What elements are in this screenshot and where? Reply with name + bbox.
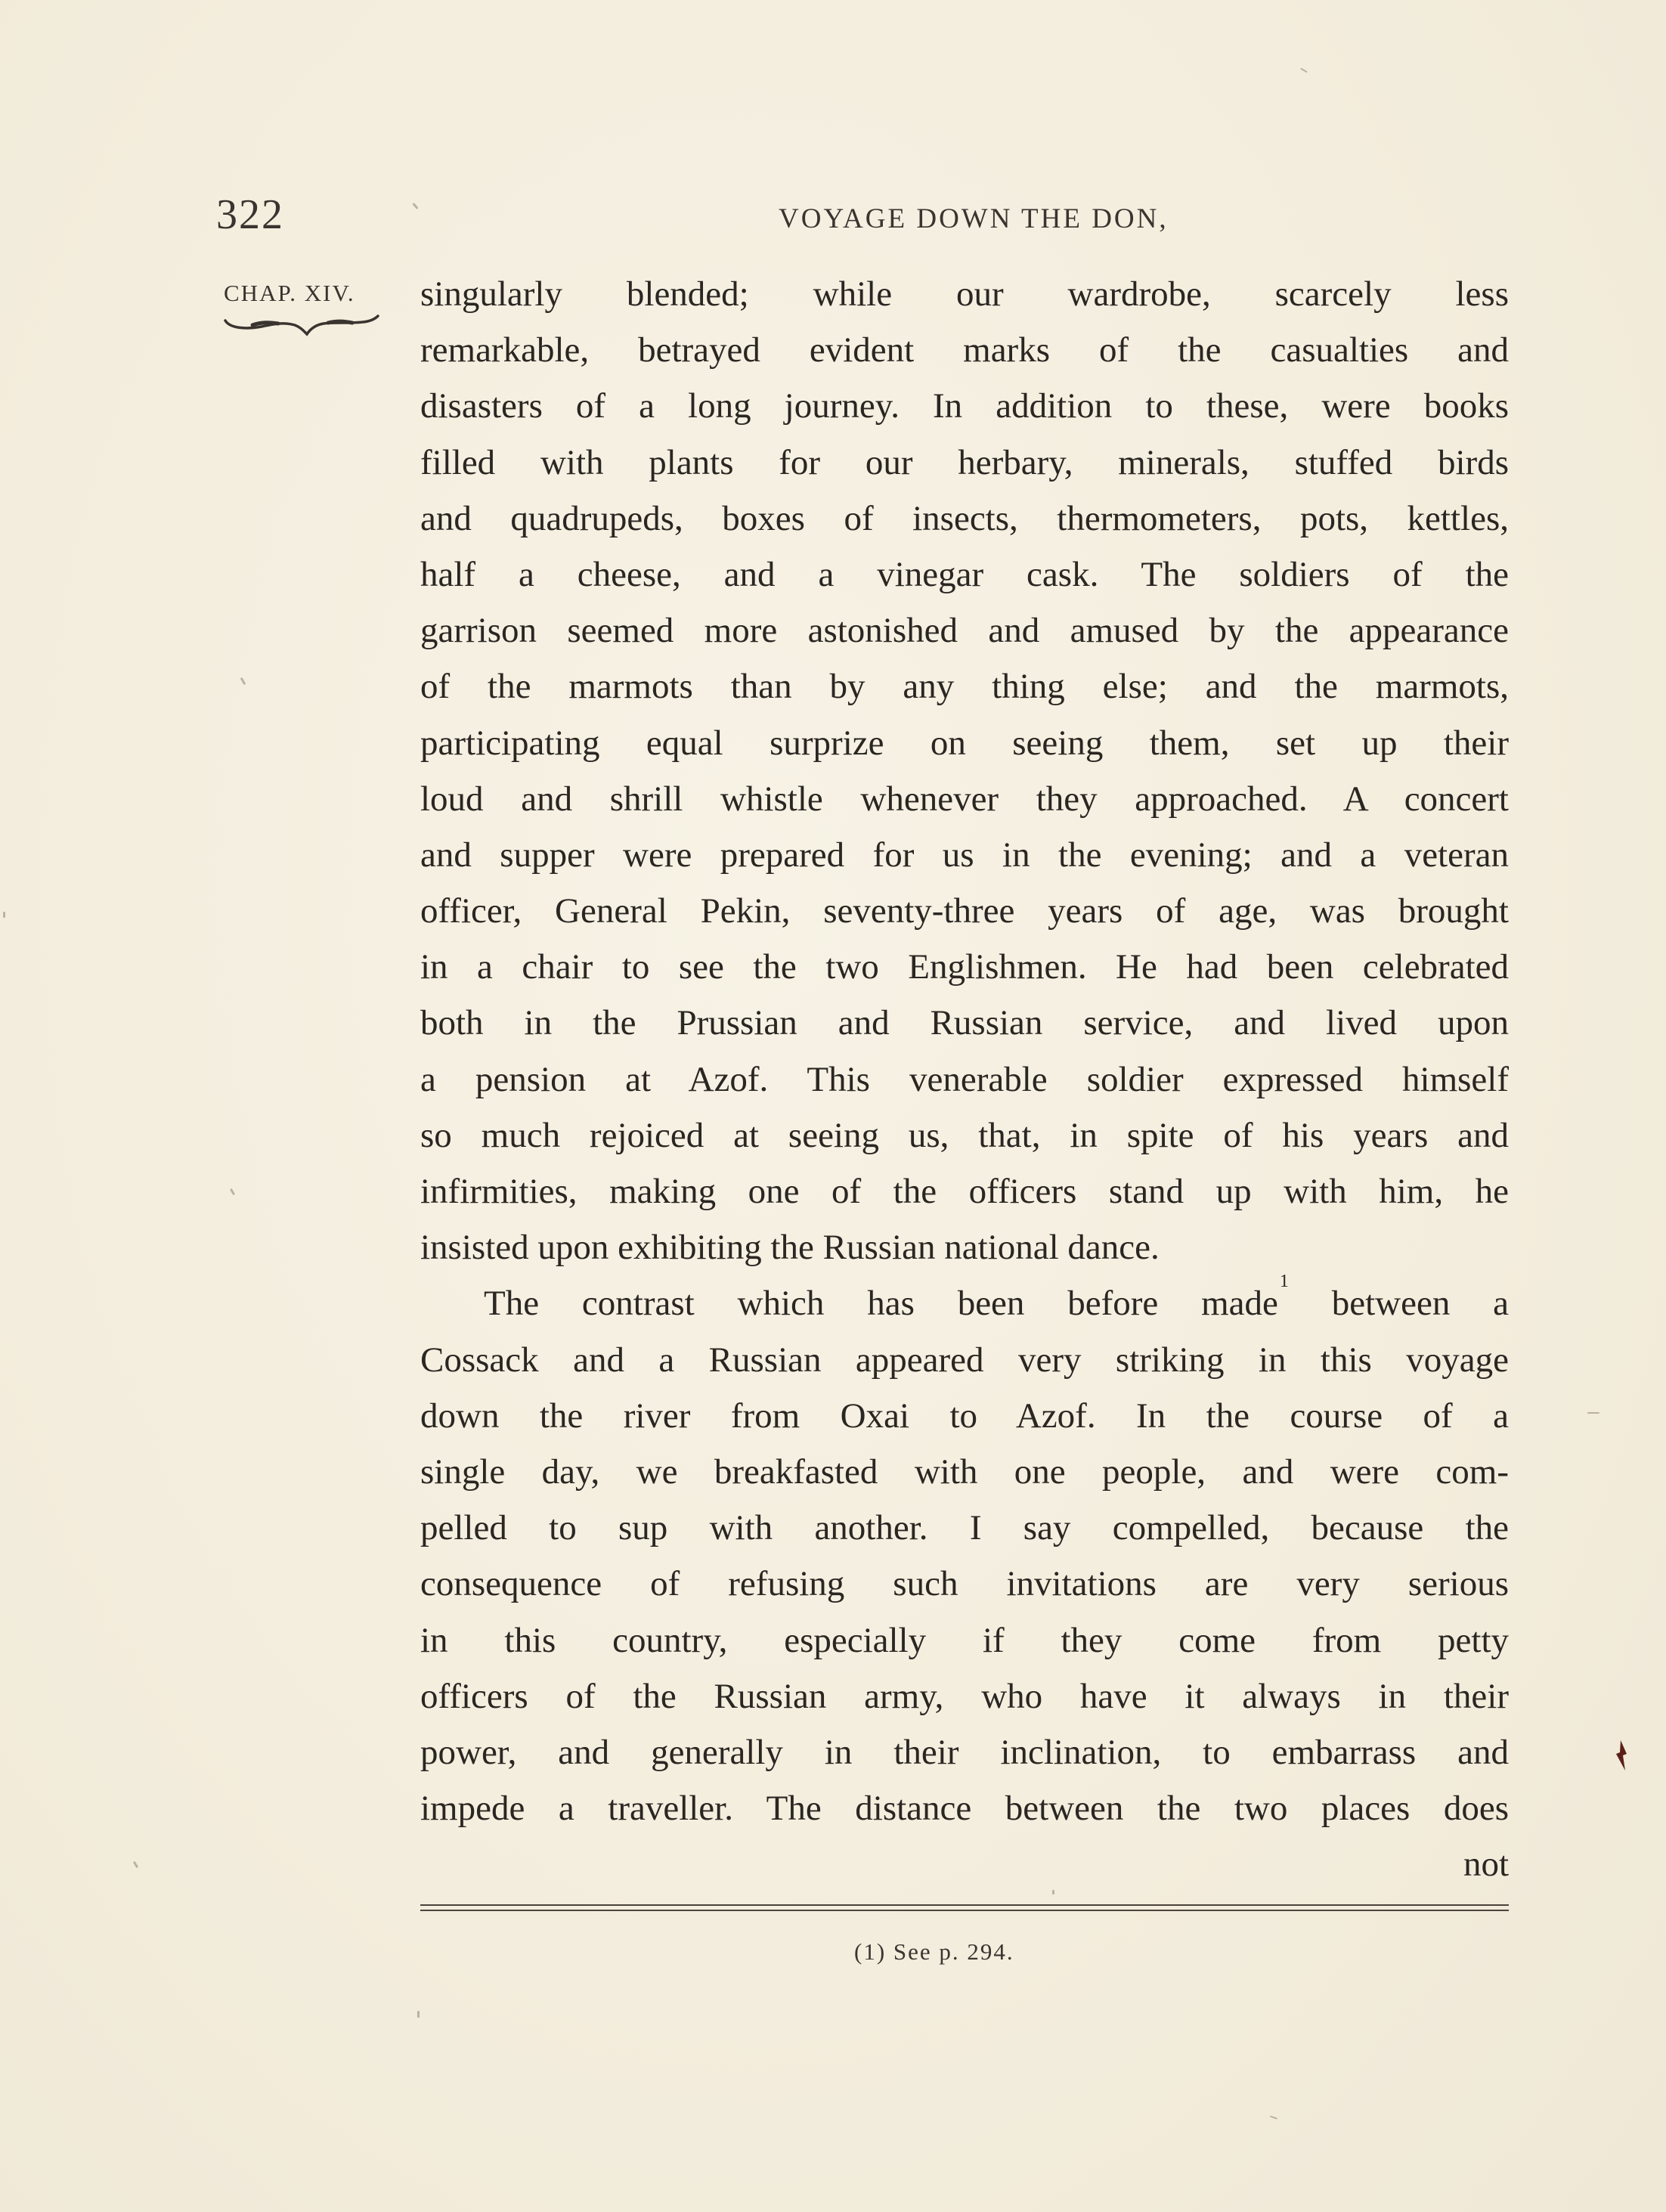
text-line: so much rejoiced at seeing us, that, in spite of his years and xyxy=(420,1115,1509,1155)
text-segment: between a xyxy=(1331,1284,1510,1324)
text-line: half a cheese, and a vinegar cask. The soldiers of the xyxy=(420,554,1509,594)
running-head: VOYAGE DOWN THE DON, xyxy=(779,203,1169,234)
text-line: disasters of a long journey. In addition to these, were books xyxy=(420,386,1509,426)
speck xyxy=(133,1861,138,1868)
ink-mark-icon xyxy=(1610,1739,1633,1774)
text-line: insisted upon exhibiting the Russian national dance. xyxy=(420,1228,1160,1268)
speck xyxy=(3,912,5,918)
text-line: officers of the Russian army, who have it always in their xyxy=(420,1676,1509,1716)
text-line: and quadrupeds, boxes of insects, thermometers, pots, kettles, xyxy=(420,498,1509,538)
text-line: infirmities, making one of the officers stand up with him, he xyxy=(420,1172,1509,1211)
text-line: single day, we breakfasted with one people, and were com- xyxy=(420,1451,1509,1492)
chapter-label: CHAP. XIV. xyxy=(224,280,355,306)
text-line: both in the Prussian and Russian service, and lived upon xyxy=(420,1003,1509,1043)
text-segment: The contrast which has been before made xyxy=(484,1284,1278,1324)
speck xyxy=(1587,1412,1599,1414)
text-line: and supper were prepared for us in the evening; and a veteran xyxy=(420,835,1509,875)
text-line: singularly blended; while our wardrobe, scarcely less xyxy=(420,274,1509,314)
footnote-rule xyxy=(420,1904,1509,1906)
speck xyxy=(417,2011,420,2018)
text-line: down the river from Oxai to Azof. In the course of a xyxy=(420,1396,1509,1436)
flourish-ornament-icon xyxy=(222,314,381,337)
paragraph-start-line xyxy=(420,1272,1510,1331)
text-line: Cossack and a Russian appeared very striking in this voyage xyxy=(420,1340,1509,1380)
footnote: (1) See p. 294. xyxy=(854,1938,1014,1965)
text-line: officer, General Pekin, seventy-three years of age, was brought xyxy=(420,891,1509,931)
text-line: power, and generally in their inclination, to embarrass and xyxy=(420,1732,1509,1772)
speck xyxy=(1270,2115,1277,2119)
page-number: 322 xyxy=(216,191,284,238)
text-line: garrison seemed more astonished and amused by the appearance xyxy=(420,611,1509,651)
text-line: in this country, especially if they come from petty xyxy=(420,1620,1509,1660)
body-text xyxy=(420,266,1509,1892)
text-line: impede a traveller. The distance between the two places does xyxy=(420,1789,1509,1829)
footnote-rule xyxy=(420,1910,1509,1911)
text-line: remarkable, betrayed evident marks of the casualties and xyxy=(420,330,1509,370)
text-line: participating equal surprize on seeing them, set up their xyxy=(420,723,1509,763)
text-line: pelled to sup with another. I say compelled, because the xyxy=(420,1508,1509,1548)
text-line: a pension at Azof. This venerable soldier expressed himself xyxy=(420,1059,1509,1099)
speck xyxy=(230,1188,235,1195)
text-line: filled with plants for our herbary, minerals, stuffed birds xyxy=(420,442,1509,482)
text-line: consequence of refusing such invitations are very serious xyxy=(420,1564,1509,1604)
speck xyxy=(412,203,418,209)
catchword: not xyxy=(1463,1845,1509,1885)
speck xyxy=(1052,1890,1054,1894)
speck xyxy=(1300,68,1308,73)
speck xyxy=(240,677,246,685)
footnote-reference: 1 xyxy=(1279,1272,1289,1292)
text-line: in a chair to see the two Englishmen. He had been celebrated xyxy=(420,947,1509,987)
text-line: of the marmots than by any thing else; and the marmots, xyxy=(420,667,1509,707)
margin-chapter-note xyxy=(224,280,382,337)
text-line: loud and shrill whistle whenever they approached. A concert xyxy=(420,779,1509,819)
